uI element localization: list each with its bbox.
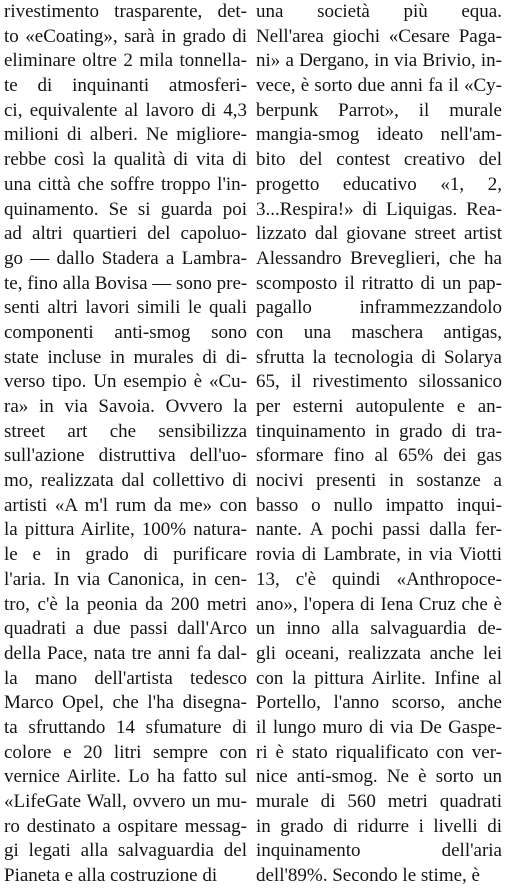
text-line: quinamento. Se si guarda poi xyxy=(4,198,247,220)
text-line: te, fino alla Bovisa — sono pre- xyxy=(4,272,248,294)
text-line: lizzato dal giovane street artist xyxy=(256,223,502,245)
text-line: tro, c'è la peonia da 200 metri xyxy=(4,593,247,615)
text-line: state incluse in murales di di- xyxy=(4,346,247,368)
text-line: 65, il rivestimento silossanico xyxy=(256,371,502,393)
text-line: mangia-smog ideato nell'am- xyxy=(256,124,502,146)
text-line: gi legati alla salvaguardia del xyxy=(4,840,247,862)
text-line: berpunk Parrot», il murale xyxy=(256,99,502,121)
text-line: street art che sensibilizza xyxy=(4,420,247,442)
text-line: colore e 20 litri sempre con xyxy=(4,741,247,763)
text-line: della Pace, nata tre anni fa dal- xyxy=(4,642,247,664)
text-line: ni» a Dergano, in via Brivio, in- xyxy=(256,50,502,72)
text-line: scomposto il ritratto di un pap- xyxy=(256,272,502,294)
text-line: l'aria. In via Canonica, in cen- xyxy=(4,568,247,590)
text-line: dell'89%. Secondo le stime, è xyxy=(256,865,480,887)
text-line: nante. A pochi passi dalla fer- xyxy=(256,519,502,541)
text-line: progetto educativo «1, 2, xyxy=(256,173,502,195)
text-line: in grado di ridurre i livelli di xyxy=(256,815,502,837)
text-line: componenti anti-smog sono xyxy=(4,321,247,343)
text-line: nocivi presenti in sostanze a xyxy=(256,470,502,492)
text-line: Nell'area giochi «Cesare Paga- xyxy=(256,25,502,47)
text-line: con una maschera antigas, xyxy=(256,321,502,343)
text-line: ad altri quartieri del capoluo- xyxy=(4,223,247,245)
text-line: pagallo inframmezzandolo xyxy=(256,297,502,319)
text-line: verso tipo. Un esempio è «Cu- xyxy=(4,371,247,393)
text-line: la mano dell'artista tedesco xyxy=(4,667,247,689)
text-line: tinquinamento in grado di tra- xyxy=(256,420,502,442)
text-line: 13, c'è quindi «Anthropoce- xyxy=(256,568,502,590)
text-line: Marco Opel, che l'ha disegna- xyxy=(4,692,247,714)
text-line: ta sfruttando 14 sfumature di xyxy=(4,716,247,738)
text-line: quadrati a due passi dall'Arco xyxy=(4,618,247,640)
text-line: Pianeta e alla costruzione di xyxy=(4,865,218,887)
text-line: rivestimento trasparente, det- xyxy=(4,1,247,22)
text-line: rovia di Lambrate, in via Viotti xyxy=(256,544,502,566)
text-line: inquinamento dell'aria xyxy=(256,840,502,862)
text-line: sfrutta la tecnologia di Solarya xyxy=(256,346,502,368)
text-line: gli oceani, realizzata anche lei xyxy=(256,642,502,664)
text-line: te di inquinanti atmosferi- xyxy=(4,75,247,97)
text-line: ri è stato riqualificato con ver- xyxy=(256,741,502,763)
text-line: nice anti-smog. Ne è sorto un xyxy=(256,766,502,788)
text-line: le e in grado di purificare xyxy=(4,544,247,566)
text-line: Alessandro Breveglieri, che ha xyxy=(256,247,502,269)
text-line: un inno alla salvaguardia de- xyxy=(256,618,502,640)
text-line: bito del contest creativo del xyxy=(256,149,502,171)
text-line: basso o nullo impatto inqui- xyxy=(256,494,502,516)
text-line: una città che soffre troppo l'in- xyxy=(4,173,247,195)
text-line: con la pittura Airlite. Infine al xyxy=(256,667,502,689)
text-line: 3...Respira!» di Liquigas. Rea- xyxy=(256,198,502,220)
text-line: ano», l'opera di Iena Cruz che è xyxy=(256,593,502,615)
text-line: rebbe così la qualità di vita di xyxy=(4,149,247,171)
article-column-right xyxy=(256,0,502,889)
text-line: per esterni autopulente e an- xyxy=(256,396,502,417)
text-line: Portello, l'anno scorso, anche xyxy=(256,692,502,714)
text-line: una società più equa. xyxy=(256,1,502,22)
article-column-left xyxy=(4,0,247,889)
text-line: sull'azione distruttiva dell'uo- xyxy=(4,445,247,467)
text-line: murale di 560 metri quadrati xyxy=(256,791,502,812)
text-line: la pittura Airlite, 100% natura- xyxy=(4,519,247,541)
text-line: artisti «A m'l rum da me» con xyxy=(4,494,247,516)
text-line: eliminare oltre 2 mila tonnella- xyxy=(4,50,247,72)
text-line: ro destinato a ospitare messag- xyxy=(4,815,247,837)
text-line: ci, equivalente al lavoro di 4,3 xyxy=(4,99,247,121)
text-line: to «eCoating», sarà in grado di xyxy=(4,25,247,47)
text-line: senti altri lavori simili le quali xyxy=(4,297,247,319)
text-line: «LifeGate Wall, ovvero un mu- xyxy=(4,791,247,812)
text-line: mo, realizzata dal collettivo di xyxy=(4,470,247,492)
text-line: ra» in via Savoia. Ovvero la xyxy=(4,396,247,417)
text-line: il lungo muro di via De Gaspe- xyxy=(256,716,502,738)
text-line: milioni di alberi. Ne migliore- xyxy=(4,124,247,146)
text-line: vernice Airlite. Lo ha fatto sul xyxy=(4,766,247,788)
text-line: go — dallo Stadera a Lambra- xyxy=(4,247,247,269)
text-line: sformare fino al 65% dei gas xyxy=(256,445,502,467)
text-line: vece, è sorto due anni fa il «Cy- xyxy=(256,75,502,97)
